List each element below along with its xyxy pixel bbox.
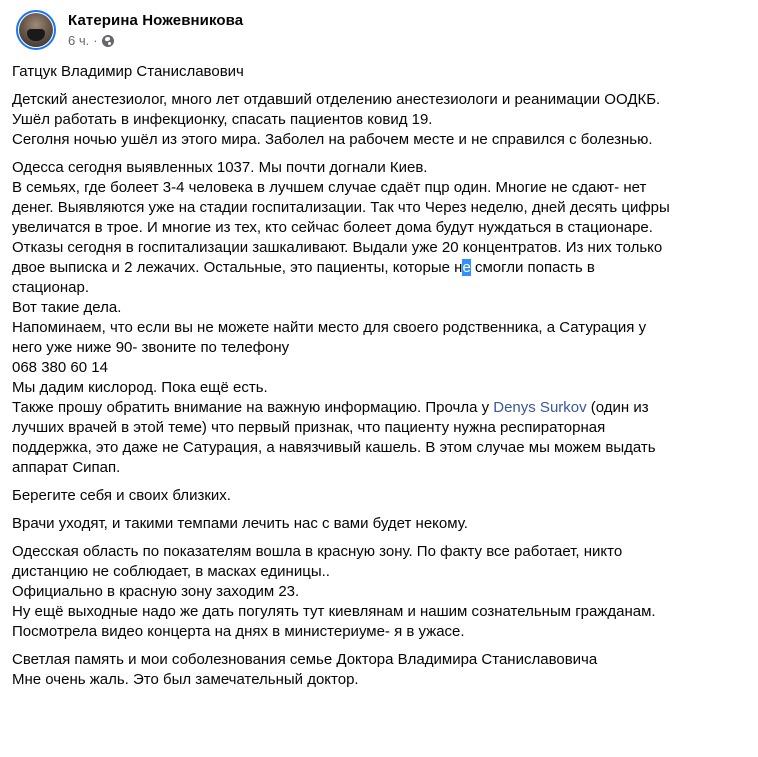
text-line: В семьях, где болеет 3-4 человека в лучшем случае сдаёт пцр один. Многие не сдают- нет <box>12 179 647 196</box>
paragraph <box>12 650 752 690</box>
paragraph <box>12 486 752 506</box>
text-line: Ну ещё выходные надо же дать погулять тут киевлянам и нашим сознательным гражданам. <box>12 603 656 620</box>
text-line: Врачи уходят, и такими темпами лечить нас с вами будет некому. <box>12 515 468 532</box>
text-line: Посмотрела видео концерта на днях в министериуме- я в ужасе. <box>12 623 465 640</box>
post-header <box>16 8 243 52</box>
text-line: Детский анестезиолог, много лет отдавший отделению анестезиологи и реанимации ООДКБ. <box>12 91 661 108</box>
text-line: Гатцук Владимир Станиславович <box>12 63 244 80</box>
text-line: Светлая память и мои соболезнования семье Доктора Владимира Станиславовича <box>12 651 598 668</box>
text-segment: Также прошу обратить внимание на важную информацию. Прочла у <box>12 399 494 416</box>
post-meta <box>68 11 243 50</box>
mention-link-denys-surkov[interactable]: Denys Surkov <box>493 399 587 416</box>
post-subline <box>68 32 243 50</box>
text-segment: (один из <box>586 399 649 416</box>
text-line: увеличатся в трое. И многие из тех, кто сейчас болеет дома будут нуждаться в стационаре. <box>12 219 653 236</box>
text-line-with-mention <box>12 398 752 418</box>
text-line: Мне очень жаль. Это был замечательный доктор. <box>12 671 359 688</box>
separator: · <box>93 32 98 48</box>
phone-number: 068 380 60 14 <box>12 359 108 376</box>
text-line: Сеголня ночью ушёл из этого мира. Заболел на рабочем месте и не справился с болезнью. <box>12 131 653 148</box>
text-line: Мы дадим кислород. Пока ещё есть. <box>12 379 268 396</box>
paragraph <box>12 90 752 150</box>
text-line: поддержка, это даже не Сатурация, а навязчивый кашель. В этом случае мы можем выдать <box>12 439 656 456</box>
globe-icon[interactable] <box>102 35 114 47</box>
text-line: Одесская область по показателям вошла в красную зону. По факту все работает, никто <box>12 543 623 560</box>
text-line: Напоминаем, что если вы не можете найти место для своего родственника, а Сатурация у <box>12 319 647 336</box>
text-line: него уже ниже 90- звоните по телефону <box>12 339 290 356</box>
text-line: лучших врачей в этой теме) что первый признак, что пациенту нужна респираторная <box>12 419 606 436</box>
text-line-with-selection <box>12 258 752 278</box>
text-line: Ушёл работать в инфекционку, спасать пациентов ковид 19. <box>12 111 433 128</box>
text-line: Берегите себя и своих близких. <box>12 487 231 504</box>
text-line: стационар. <box>12 279 89 296</box>
author-name[interactable]: Катерина Ножевникова <box>68 11 244 29</box>
text-line: Вот такие дела. <box>12 299 122 316</box>
paragraph <box>12 514 752 534</box>
avatar[interactable] <box>16 10 56 50</box>
text-line: аппарат Сипап. <box>12 459 121 476</box>
text-line: дистанцию не соблюдает, в масках единицы.. <box>12 563 330 580</box>
paragraph <box>12 158 752 478</box>
selected-text: е <box>462 259 471 276</box>
text-segment: смогли попасть в <box>470 259 595 276</box>
text-line: Отказы сегодня в госпитализации зашкаливают. Выдали уже 20 концентратов. Из них только <box>12 239 663 256</box>
post-time[interactable]: 6 ч. <box>68 32 90 48</box>
text-segment: двое выписка и 2 лежачих. Остальные, это пациенты, которые н <box>12 259 463 276</box>
post-body <box>12 62 752 698</box>
text-line: денег. Выявляются уже на стадии госпитализации. Так что Через неделю, дней десять цифры <box>12 199 670 216</box>
paragraph <box>12 542 752 642</box>
avatar-image <box>19 13 53 47</box>
text-line: Одесса сегодня выявленных 1037. Мы почти догнали Киев. <box>12 159 428 176</box>
text-line: Официально в красную зону заходим 23. <box>12 583 300 600</box>
paragraph <box>12 62 752 82</box>
